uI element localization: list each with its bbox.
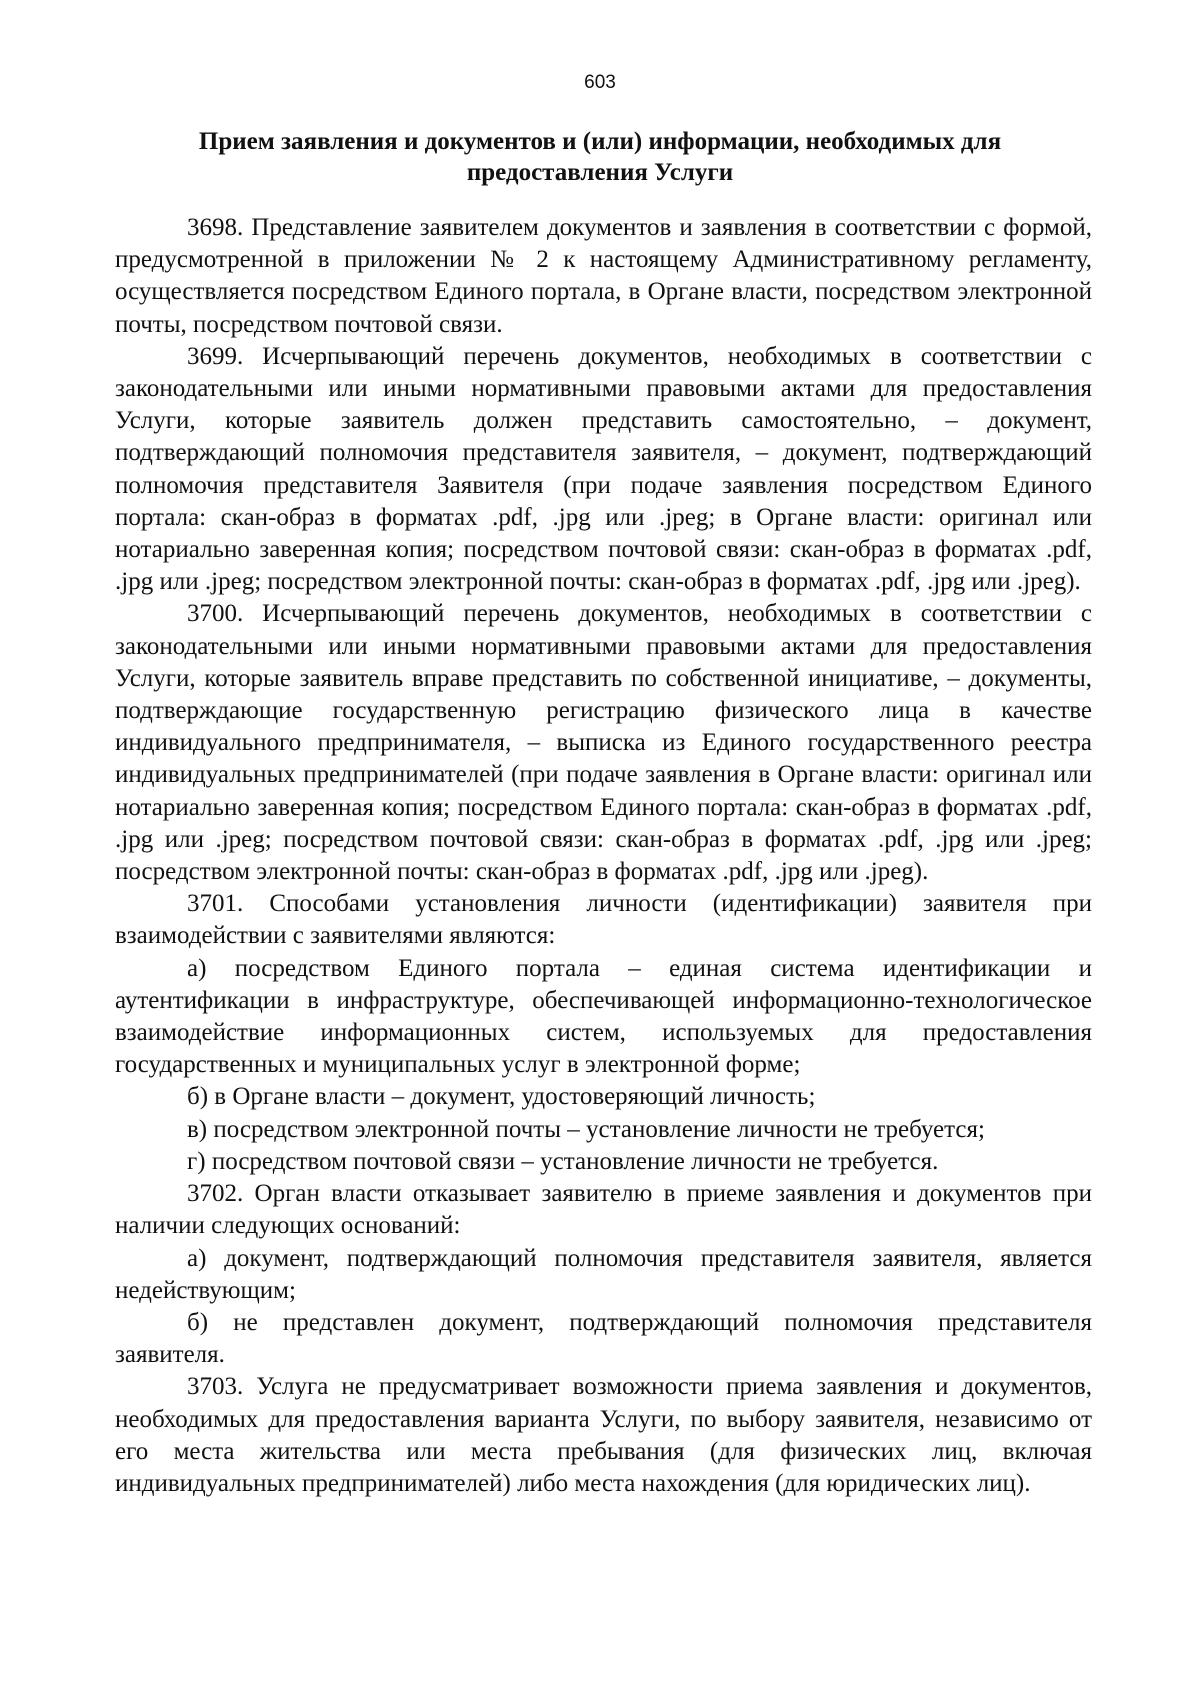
paragraph-3701-item-v: в) посредством электронной почты – установление личности не требуется; <box>187 1115 985 1143</box>
page-number: 603 <box>584 72 616 93</box>
paragraph-3702-item-a: а) документ, подтверждающий полномочия представителя заявителя, является недействующим; <box>115 1244 1092 1304</box>
paragraph-3701-item-b: б) в Органе власти – документ, удостоверяющий личность; <box>187 1083 816 1111</box>
paragraph-3701-item-a: а) посредством Единого портала – единая система идентификации и аутентификации в инфраструктуре, обеспечивающей информационно-технологическое взаимодействие информационных систем, используемых для предоставления государственных и муниципальных услуг в электронной форме; <box>115 954 1092 1079</box>
section-heading-line-1: Прием заявления и документов и (или) информации, необходимых для <box>198 128 1002 155</box>
paragraph-3700: 3700. Исчерпывающий перечень документов, необходимых в соответствии с законодательными или иными нормативными правовыми актами для предоставления Услуги, которые заявитель вправе представить по собственной инициативе, – документы, подтверждающие государственную регистрацию физического лица в качестве индивидуального предпринимателя, – выписка из Единого государственного реестра индивидуальных предпринимателей (при подаче заявления в Органе власти: оригинал или нотариально заверенная копия; посредством Единого портала: скан-образ в форматах .pdf, .jpg или .jpeg; посредством почтовой связи: скан-образ в форматах .pdf, .jpg или .jpeg; посредством электронной почты: скан-образ в форматах .pdf, .jpg или .jpeg). <box>115 600 1092 886</box>
paragraph-3702-item-b: б) не представлен документ, подтверждающий полномочия представителя заявителя. <box>115 1308 1092 1369</box>
section-heading-line-2: предоставления Услуги <box>466 159 734 186</box>
paragraph-3701: 3701. Способами установления личности (идентификации) заявителя при взаимодействии с заявителями являются: <box>115 890 1092 950</box>
paragraph-3703: 3703. Услуга не предусматривает возможности приема заявления и документов, необходимых для предоставления варианта Услуги, по выбору заявителя, независимо от его места жительства или места пребывания (для физических лиц, включая индивидуальных предпринимателей) либо места нахождения (для юридических лиц). <box>115 1373 1092 1497</box>
paragraph-3699: 3699. Исчерпывающий перечень документов, необходимых в соответствии с законодательными или иными нормативными правовыми актами для предоставления Услуги, которые заявитель должен представить самостоятельно, – документ, подтверждающий полномочия представителя заявителя, – документ, подтверждающий полномочия представителя Заявителя (при подаче заявления посредством Единого портала: скан-образ в форматах .pdf, .jpg или .jpeg; в Органе власти: оригинал или нотариально заверенная копия; посредством почтовой связи: скан-образ в форматах .pdf, .jpg или .jpeg; посредством электронной почты: скан-образ в форматах .pdf, .jpg или .jpeg). <box>115 342 1092 596</box>
paragraph-3701-item-g: г) посредством почтовой связи – установление личности не требуется. <box>187 1147 939 1175</box>
section-heading <box>150 126 1050 188</box>
paragraph-3702: 3702. Орган власти отказывает заявителю в приеме заявления и документов при наличии следующих оснований: <box>115 1180 1092 1240</box>
paragraph-3698: 3698. Представление заявителем документов и заявления в соответствии с формой, предусмотренной в приложении № 2 к настоящему Административному регламенту, осуществляется посредством Единого портала, в Органе власти, посредством электронной почты, посредством почтовой связи. <box>115 214 1092 338</box>
document-body <box>115 212 1092 1500</box>
